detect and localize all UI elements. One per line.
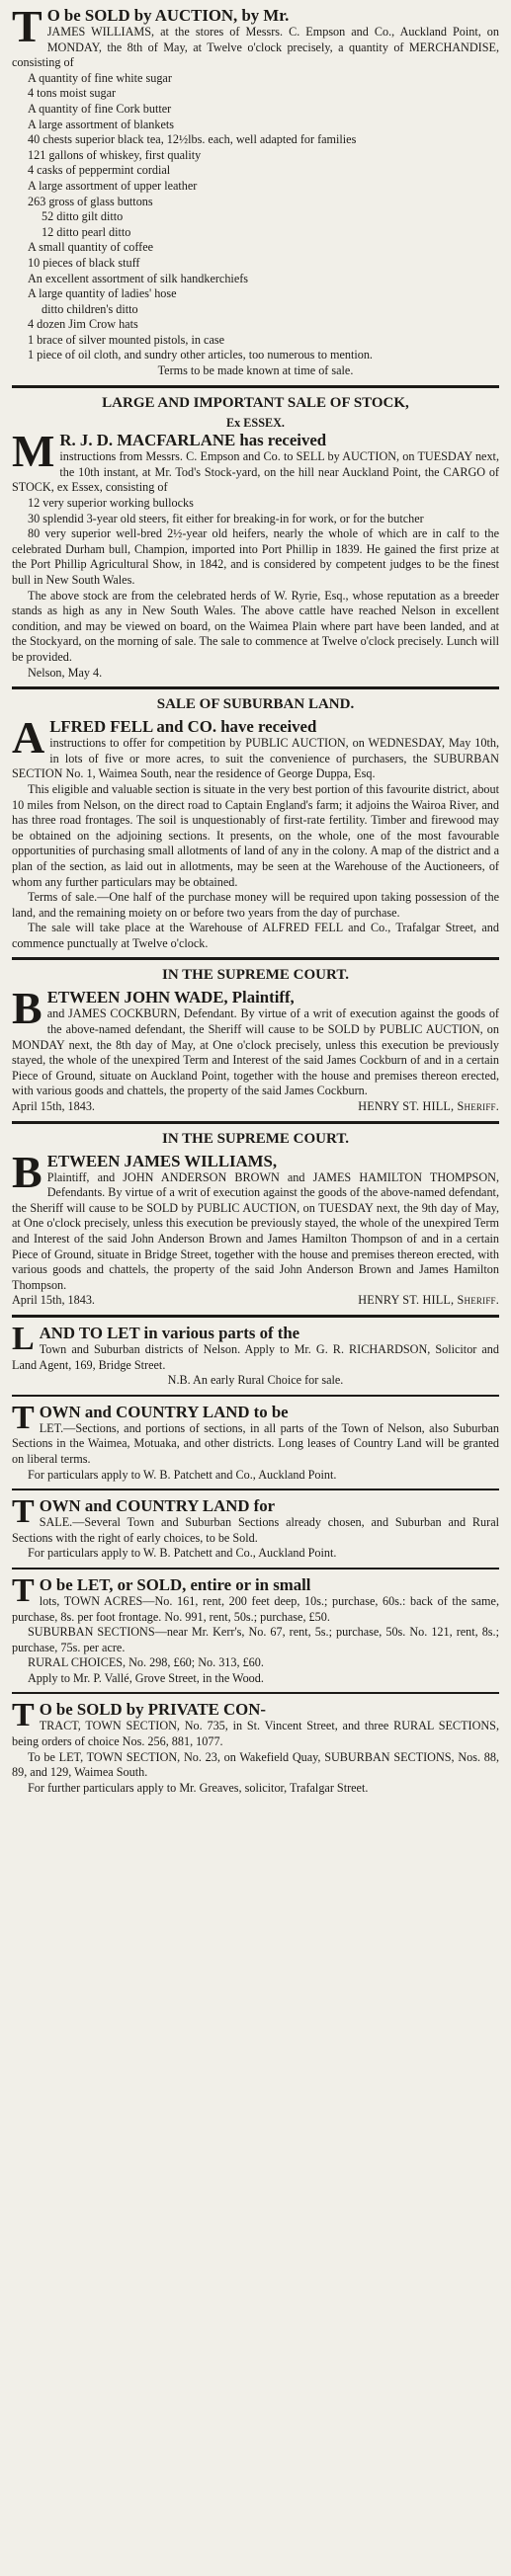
advert-lead: R. J. D. MACFARLANE has received: [59, 431, 327, 450]
divider: [12, 686, 499, 689]
list-item: An excellent assortment of silk handkerchiefs: [28, 271, 249, 285]
advert-auction-merchandise: [12, 1, 499, 379]
advert-suburban-land: [12, 695, 499, 951]
advert-apply: Apply to Mr. P. Vallé, Grove Street, in the Wood.: [28, 1670, 264, 1685]
advert-body: The above stock are from the celebrated herds of W. Ryrie, Esq., whose reputation as a breeder stands as high as any in New South Wales. The above cattle have reached Nelson in excellent condition, and may be viewed on board, on the Waimea Plain where part have been landed, and at the Stockyard, on the morning of sale. The sale to commence at Twelve o'clock precisely. Lunch will be provided.: [12, 588, 499, 664]
advert-signer: HENRY ST. HILL, Sheriff.: [358, 1293, 499, 1308]
drop-cap: T: [12, 1493, 35, 1531]
advert-suburban: SUBURBAN SECTIONS—near Mr. Kerr's, No. 67, rent, 5s.; purchase, 50s. No. 121, rent, 8s.; purchase, 75s. per acre.: [12, 1625, 499, 1654]
advert-lead: O be LET, or SOLD, entire or in small: [39, 1574, 311, 1594]
drop-cap: T: [12, 1571, 35, 1609]
divider: [12, 1121, 499, 1124]
advert-apply: For particulars apply to W. B. Patchett and Co., Auckland Point.: [28, 1546, 337, 1561]
advert-supreme-court-wade: [12, 966, 499, 1114]
drop-cap: M: [12, 426, 55, 477]
advert-lead: ETWEEN JOHN WADE, Plaintiff,: [46, 988, 295, 1007]
advert-land-to-let: [12, 1320, 499, 1389]
advert-private-contract: [12, 1697, 499, 1796]
drop-cap: B: [12, 1146, 43, 1197]
list-item: 4 tons moist sugar: [28, 86, 117, 101]
advert-headline: IN THE SUPREME COURT.: [162, 1130, 349, 1147]
list-item: 12 very superior working bullocks: [28, 496, 194, 511]
advert-note: N.B. An early Rural Choice for sale.: [167, 1373, 344, 1388]
divider: [12, 385, 499, 388]
advert-body: This eligible and valuable section is situate in the very best portion of this favourite district, about 10 miles from Nelson, on the direct road to Captain England's farm; it adjoins the Wairoa River, and has three road frontages. The soil is unquestionably of first-rate fertility. Timber and firewood may be obtained on the adjoining sections. It presents, on the whole, one of the most favourable opportunities of purchasing small allotments of land of any in the colony. A map of the district and a plan of the section, as laid out in allotments, may be seen at the Warehouse of the Auctioneers, of whom any further particulars may be obtained.: [12, 781, 499, 889]
list-item: 40 chests superior black tea, 12½lbs. each, well adapted for families: [28, 132, 357, 147]
advert-lead: LFRED FELL and CO. have received: [49, 717, 317, 737]
advert-intro: Plaintiff, and JOHN ANDERSON BROWN and JAMES HAMILTON THOMPSON, Defendants. By virtue of a writ of execution against the goods of the above-named defendant, the Sheriff will cause to be SOLD by PUBLIC AUCTION, on TUESDAY next, the 9th day of May, at One o'clock precisely, unless this execution be previously stayed, the whole of the unexpired Term and Interest of the said John Anderson Brown and James Hamilton Thompson of and in a certain Piece of Ground, situate in Bridge Street, together with the house and premises thereon erected, with various goods and chattels, the property of the said John Anderson Brown and James Hamilton Thompson.: [12, 1169, 499, 1292]
advert-lead: AND TO LET in various parts of the: [39, 1323, 300, 1342]
drop-cap: A: [12, 712, 45, 764]
list-item: A small quantity of coffee: [28, 240, 154, 255]
divider: [12, 957, 499, 960]
list-item: 52 ditto gilt ditto: [42, 209, 124, 224]
advert-supreme-court-williams: [12, 1130, 499, 1309]
advert-lead: OWN and COUNTRY LAND for: [39, 1496, 276, 1516]
divider: [12, 1395, 499, 1397]
advert-stock-sale: [12, 394, 499, 682]
advert-intro: instructions to offer for competition by PUBLIC AUCTION, on WEDNESDAY, May 10th, in lots of five or more acres, to suit the convenience of purchasers, the SUBURBAN SECTION No. 1, Waimea South, near the residence of George Duppa, Esq.: [12, 736, 499, 781]
newspaper-column: [12, 0, 499, 1796]
advert-apply: For particulars apply to W. B. Patchett and Co., Auckland Point.: [28, 1467, 337, 1482]
divider: [12, 1568, 499, 1570]
advert-date: April 15th, 1843.: [12, 1293, 95, 1308]
list-item: A quantity of fine white sugar: [28, 70, 172, 85]
list-item: 4 casks of peppermint cordial: [28, 163, 171, 178]
advert-lead: O be SOLD by AUCTION, by Mr.: [46, 6, 290, 25]
advert-rural: RURAL CHOICES, No. 298, £60; No. 313, £60.: [28, 1655, 264, 1670]
list-item: A large assortment of blankets: [28, 117, 175, 131]
advert-signer: HENRY ST. HILL, Sheriff.: [358, 1099, 499, 1114]
advert-intro: LET.—Sections, and portions of sections, in all parts of the Town of Nelson, also Suburban Sections in the Waimea, Motuaka, and other districts. Long leases of Country Land will be granted on liberal terms.: [12, 1420, 499, 1466]
list-item: A large assortment of upper leather: [28, 178, 198, 193]
advert-body: The sale will take place at the Warehouse of ALFRED FELL and Co., Trafalgar Street, and commence punctually at Twelve o'clock.: [12, 921, 499, 950]
advert-date: April 15th, 1843.: [12, 1099, 95, 1114]
list-item: 12 ditto pearl ditto: [42, 224, 131, 239]
advert-lead: OWN and COUNTRY LAND to be: [39, 1402, 289, 1421]
advert-signature: [12, 1293, 499, 1309]
advert-intro: JAMES WILLIAMS, at the stores of Messrs. C. Empson and Co., Auckland Point, on MONDAY, the 8th of May, at Twelve o'clock precisely, a quantity of MERCHANDISE, consisting of: [12, 25, 499, 70]
divider: [12, 1692, 499, 1694]
advert-lead: ETWEEN JAMES WILLIAMS,: [46, 1151, 278, 1170]
advert-intro: instructions from Messrs. C. Empson and Co. to SELL by AUCTION, on TUESDAY next, the 10th instant, at Mr. Tod's Stock-yard, on the hill near Auckland Point, the CARGO of STOCK, ex Essex, consisting of: [12, 449, 499, 495]
advert-terms: Terms of sale.—One half of the purchase money will be required upon taking possession of the land, and the remaining moiety on or before two years from the day of purchase.: [12, 890, 499, 920]
advert-intro: and JAMES COCKBURN, Defendant. By virtue of a writ of execution against the goods of the above-named defendant, the Sheriff will cause to be SOLD by PUBLIC AUCTION, on MONDAY next, the 8th day of May, at One o'clock precisely, unless this execution be previously stayed, the whole of the unexpired Term and Interest of the said James Cockburn of and in a certain Piece of Ground, situate on Auckland Point, together with the house and premises thereon erected, with various goods and chattels, the property of the said James Cockburn.: [12, 1006, 499, 1098]
drop-cap: L: [12, 1320, 35, 1357]
list-item: 30 splendid 3-year old steers, fit either for breaking-in for work, or for the butcher: [28, 511, 424, 525]
list-item: 80 very superior well-bred 2½-year old heifers, nearly the whole of which are in calf to the celebrated Durham bull, Champion, imported into Port Phillip in 1839. He gained the first prize at the Port Phillip Agricultural Show, in 1842, and is considered by competent judges to be the finest bull in New South Wales.: [12, 526, 499, 587]
list-item: 263 gross of glass buttons: [28, 194, 153, 208]
list-item: ditto children's ditto: [42, 301, 138, 316]
list-item: A quantity of fine Cork butter: [28, 101, 172, 116]
list-item: 121 gallons of whiskey, first quality: [28, 147, 202, 162]
list-item: 10 pieces of black stuff: [28, 255, 140, 270]
list-item: 1 brace of silver mounted pistols, in case: [28, 332, 225, 347]
advert-date: Nelson, May 4.: [28, 665, 103, 680]
list-item: A large quantity of ladies' hose: [28, 286, 177, 301]
advert-intro: lots, TOWN ACRES—No. 161, rent, 200 feet deep, 10s.; purchase, 60s.: back of the same, purchase, 8s. per foot frontage. No. 991, rent, 50s.; purchase, £50.: [12, 1593, 499, 1624]
drop-cap: B: [12, 983, 43, 1034]
advert-body: To be LET, TOWN SECTION, No. 23, on Wakefield Quay, SUBURBAN SECTIONS, Nos. 88, 89, and 129, Waimea South.: [12, 1749, 499, 1780]
advert-signature: [12, 1099, 499, 1115]
divider: [12, 1315, 499, 1318]
advert-subhead: Ex ESSEX.: [226, 415, 285, 430]
advert-intro: Town and Suburban districts of Nelson. Apply to Mr. G. R. RICHARDSON, Solicitor and Land Agent, 169, Bridge Street.: [12, 1341, 499, 1372]
drop-cap: T: [12, 1697, 35, 1734]
advert-town-country-let: [12, 1399, 499, 1483]
list-item: 4 dozen Jim Crow hats: [28, 317, 138, 332]
list-item: 1 piece of oil cloth, and sundry other articles, too numerous to mention.: [28, 348, 373, 362]
advert-headline: SALE OF SUBURBAN LAND.: [156, 696, 355, 713]
advert-headline: IN THE SUPREME COURT.: [162, 967, 349, 984]
advert-intro: SALE.—Several Town and Suburban Sections already chosen, and Suburban and Rural Sections with the right of early choices, to be Sold.: [12, 1515, 499, 1545]
advert-let-or-sold: [12, 1571, 499, 1687]
drop-cap: T: [12, 1, 43, 51]
drop-cap: T: [12, 1399, 35, 1436]
advert-apply: For further particulars apply to Mr. Greaves, solicitor, Trafalgar Street.: [28, 1780, 369, 1795]
advert-lead: O be SOLD by PRIVATE CON-: [39, 1700, 266, 1720]
advert-terms: Terms to be made known at time of sale.: [157, 363, 354, 378]
advert-intro: TRACT, TOWN SECTION, No. 735, in St. Vincent Street, and three RURAL SECTIONS, being orders of choice Nos. 256, 881, 1077.: [12, 1719, 499, 1749]
advert-town-country-sale: [12, 1493, 499, 1562]
divider: [12, 1489, 499, 1490]
advert-headline: LARGE AND IMPORTANT SALE OF STOCK,: [102, 394, 409, 411]
